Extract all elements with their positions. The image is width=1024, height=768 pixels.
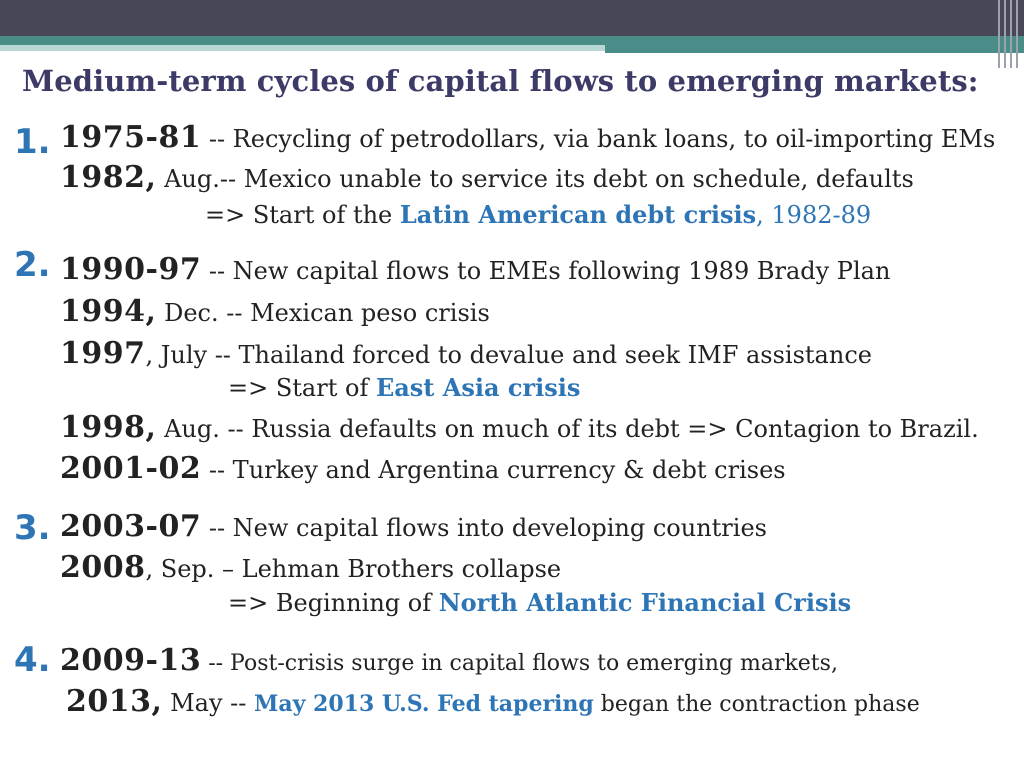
decorative-lines: [994, 0, 1024, 68]
section-3-line-3: => Beginning of North Atlantic Financial Crisis: [228, 588, 852, 617]
section-number-2: 2.: [14, 245, 51, 285]
section-4-line-1: 2009-13 -- Post-crisis surge in capital flows to emerging markets,: [60, 643, 838, 678]
header-bar: [0, 0, 1024, 36]
accent-stripe-right: [605, 45, 1024, 53]
section-2-line-1: 1990-97 -- New capital flows to EMEs following 1989 Brady Plan: [60, 252, 891, 287]
section-number-1: 1.: [14, 122, 51, 162]
section-1-line-1: 1975-81 -- Recycling of petrodollars, via bank loans, to oil-importing EMs: [60, 120, 996, 155]
section-3-line-2: 2008, Sep. – Lehman Brothers collapse: [60, 550, 562, 585]
section-4-line-2: 2013, May -- May 2013 U.S. Fed tapering began the contraction phase: [66, 684, 920, 719]
section-2-line-2: 1994, Dec. -- Mexican peso crisis: [60, 294, 490, 329]
section-3-line-1: 2003-07 -- New capital flows into developing countries: [60, 509, 767, 544]
section-2-line-4: => Start of East Asia crisis: [228, 373, 581, 402]
section-1-line-2: 1982, Aug.-- Mexico unable to service its debt on schedule, defaults: [60, 160, 914, 195]
section-2-line-6: 2001-02 -- Turkey and Argentina currency & debt crises: [60, 451, 786, 486]
page-title: Medium-term cycles of capital flows to emerging markets:: [22, 64, 979, 98]
section-2-line-3: 1997, July -- Thailand forced to devalue and seek IMF assistance: [60, 336, 872, 371]
section-number-4: 4.: [14, 640, 51, 680]
section-number-3: 3.: [14, 508, 51, 548]
accent-stripe: [0, 36, 1024, 45]
section-1-line-3: => Start of the Latin American debt crisis, 1982-89: [205, 200, 872, 229]
section-2-line-5: 1998, Aug. -- Russia defaults on much of its debt => Contagion to Brazil.: [60, 410, 979, 445]
accent-stripe-light: [0, 45, 605, 51]
